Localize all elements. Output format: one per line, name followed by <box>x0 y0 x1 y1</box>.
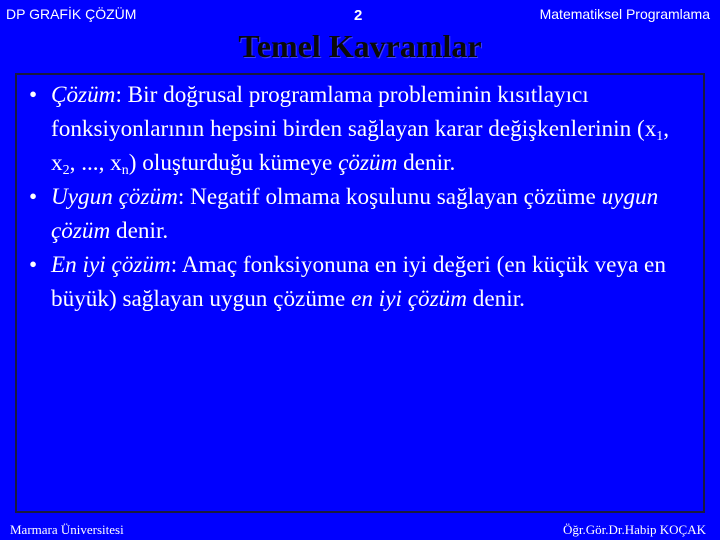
bullet-cozum <box>29 78 695 180</box>
bullet-en-iyi-cozum <box>29 248 695 316</box>
bullet-uygun-cozum <box>29 180 695 248</box>
bullet-dot: • <box>29 252 38 278</box>
bullet-list <box>29 78 695 316</box>
text: denir. <box>110 218 169 244</box>
content-box <box>15 73 705 513</box>
text: : Negatif olmama koşulunu sağlayan çözüme <box>177 184 602 210</box>
footer-right: Öğr.Gör.Dr.Habip KOÇAK <box>563 522 706 537</box>
text: ) oluşturduğu kümeye <box>128 150 339 176</box>
bullet-dot: • <box>29 184 38 210</box>
subscript: n <box>121 163 129 178</box>
text: : Amaç fonksiyonuna en iyi değeri (en küçük veya en büyük) sağlayan uygun çözüme <box>51 252 666 312</box>
term: Çözüm <box>51 82 116 108</box>
header-left: DP GRAFİK ÇÖZÜM <box>6 6 137 22</box>
slide-title: Temel Kavramlar <box>238 28 482 64</box>
subscript: 1 <box>656 129 664 144</box>
page-number: 2 <box>354 7 363 24</box>
text: denir. <box>397 150 456 176</box>
text: , ..., x <box>69 150 122 176</box>
bullet-dot: • <box>29 82 38 108</box>
emphasis: uygun çözüm <box>51 184 659 244</box>
text: , x <box>51 116 670 176</box>
header-right: Matematiksel Programlama <box>539 6 710 22</box>
subscript: 2 <box>62 163 70 178</box>
term: Uygun çözüm <box>51 184 178 210</box>
text: : Bir doğrusal programlama probleminin kısıtlayıcı fonksiyonlarının hepsini birden sağlayan karar değişkenlerinin (x <box>51 82 657 142</box>
text: denir. <box>466 286 525 312</box>
emphasis: en iyi çözüm <box>351 286 467 312</box>
term: En iyi çözüm <box>51 252 171 278</box>
footer-left: Marmara Üniversitesi <box>10 522 124 537</box>
emphasis: çözüm <box>338 150 398 176</box>
